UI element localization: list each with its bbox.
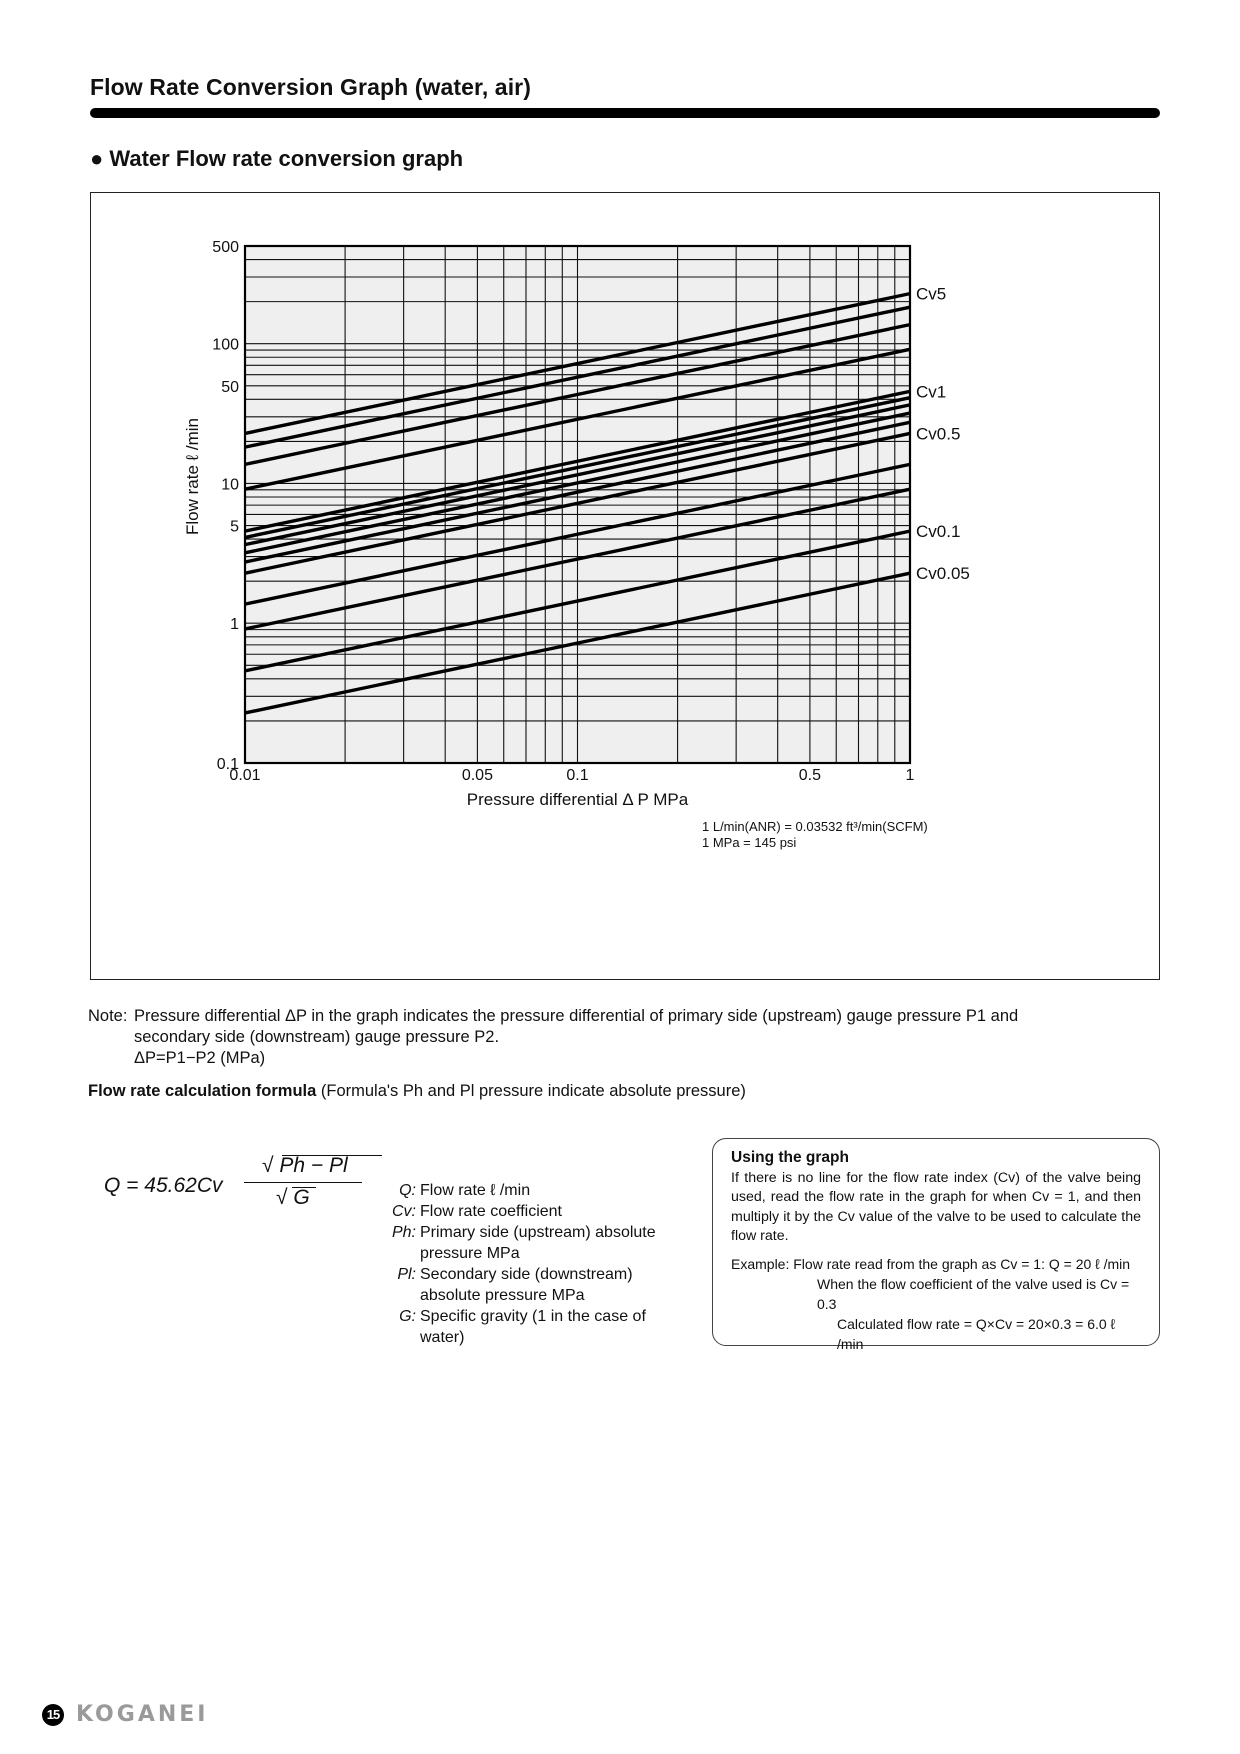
note-lead: Note: <box>88 1007 128 1025</box>
definition-text: Flow rate coefficient <box>420 1203 562 1220</box>
guide-example <box>731 1254 1141 1354</box>
definition-item <box>376 1222 676 1264</box>
definition-text: Flow rate ℓ /min <box>420 1182 531 1199</box>
note-line-1: Pressure differential ΔP in the graph indicates the pressure differential of primary side (upstream) gauge pressure P1 and <box>134 1007 1019 1025</box>
definition-text: Secondary side (downstream) absolute pressure MPa <box>420 1266 633 1304</box>
formula-heading-rest: (Formula's Ph and Pl pressure indicate absolute pressure) <box>316 1082 746 1100</box>
using-the-graph-box <box>712 1138 1160 1352</box>
x-tick-label: 1 <box>905 767 915 784</box>
x-tick-label: 0.05 <box>461 767 493 784</box>
guide-text: If there is no line for the flow rate index (Cv) of the valve being used, read the flow rate in the graph for when Cv = 1, and then multiply it by the Cv value of the valve to be used to calculate the flow rate. <box>731 1169 1141 1244</box>
page-title: Flow Rate Conversion Graph (water, air) <box>90 74 531 100</box>
page-number-badge: 15 <box>42 1704 64 1726</box>
definition-item <box>376 1180 676 1201</box>
x-axis-label: Pressure differential Δ P MPa <box>466 790 689 809</box>
guide-title: Using the graph <box>731 1149 849 1166</box>
x-tick-label: 0.1 <box>566 767 589 784</box>
note <box>88 1006 1168 1069</box>
series-label: Cv0.05 <box>916 564 970 584</box>
definition-symbol: Ph: <box>391 1224 416 1241</box>
series-label: Cv0.1 <box>916 522 961 542</box>
unit-conversion-note: 1 MPa = 145 psi <box>702 835 797 850</box>
definition-item <box>376 1306 676 1348</box>
flow-rate-chart <box>91 193 1161 981</box>
formula-definitions <box>376 1180 676 1348</box>
definition-symbol: Q: <box>399 1182 416 1199</box>
formula-lhs: Q = 45.62Cv <box>104 1174 223 1197</box>
unit-conversion-note: 1 L/min(ANR) = 0.03532 ft³/min(SCFM) <box>702 819 928 834</box>
chart-frame <box>90 192 1160 980</box>
formula-fraction-line <box>244 1182 362 1183</box>
y-tick-label: 50 <box>221 378 239 396</box>
definition-symbol: Pl: <box>397 1266 416 1283</box>
series-label: Cv1 <box>916 382 947 402</box>
note-line-3: ΔP=P1−P2 (MPa) <box>134 1049 266 1067</box>
formula-heading-bold: Flow rate calculation formula <box>88 1082 317 1100</box>
x-tick-label: 0.01 <box>229 767 261 784</box>
y-tick-label: 500 <box>212 239 239 256</box>
example-line-3: Calculated flow rate = Q×Cv = 20×0.3 = 6.0 ℓ /min <box>837 1315 1116 1352</box>
brand-logo: KOGANEI <box>76 1702 209 1727</box>
y-tick-label: 10 <box>221 476 239 494</box>
definition-symbol: G: <box>399 1308 416 1325</box>
y-tick-label: 100 <box>212 336 239 354</box>
y-tick-label: 1 <box>230 616 239 634</box>
y-tick-label: 0.1 <box>216 756 239 773</box>
example-line-1: Example: Flow rate read from the graph as Cv = 1: Q = 20 ℓ /min <box>731 1255 1131 1272</box>
definition-text: Specific gravity (1 in the case of water) <box>420 1308 646 1346</box>
definition-item <box>376 1264 676 1306</box>
y-tick-label: 5 <box>230 518 239 536</box>
section-title: ● Water Flow rate conversion graph <box>90 146 464 171</box>
formula-numerator: √ Ph − Pl <box>262 1154 348 1178</box>
formula-heading <box>88 1082 746 1101</box>
title-rule <box>90 108 1160 118</box>
series-label: Cv0.5 <box>916 424 961 444</box>
footer <box>42 1702 208 1727</box>
formula-denominator: √ G <box>276 1186 310 1210</box>
x-tick-label: 0.5 <box>798 767 822 784</box>
definition-text: Primary side (upstream) absolute pressure MPa <box>420 1224 656 1262</box>
definition-item <box>376 1201 676 1222</box>
y-axis-label: Flow rate ℓ /min <box>183 418 202 535</box>
series-label: Cv5 <box>916 284 947 304</box>
definition-symbol: Cv: <box>392 1203 416 1220</box>
example-line-2: When the flow coefficient of the valve used is Cv = 0.3 <box>817 1275 1130 1312</box>
note-line-2: secondary side (downstream) gauge pressure P2. <box>134 1028 500 1046</box>
